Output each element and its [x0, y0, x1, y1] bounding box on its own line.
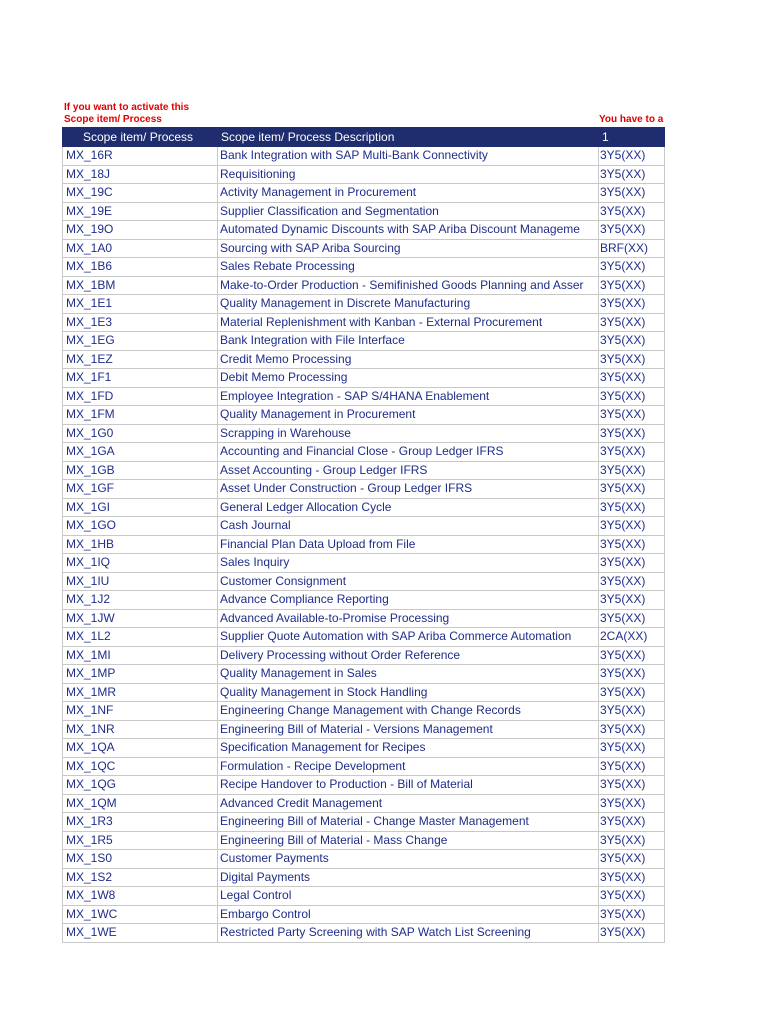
header-scope-item[interactable]: Scope item/ Process: [63, 128, 218, 147]
table-row[interactable]: [63, 350, 665, 369]
table-row[interactable]: [63, 683, 665, 702]
table-row[interactable]: [63, 665, 665, 684]
table-row[interactable]: [63, 572, 665, 591]
prerequisite-cell[interactable]: 3Y5(XX): [599, 369, 665, 388]
table-row[interactable]: [63, 406, 665, 425]
scope-item-code-cell[interactable]: MX_1MP: [63, 665, 218, 684]
activation-note-line-1: If you want to activate this: [64, 102, 190, 113]
scope-item-code-cell[interactable]: MX_1NF: [63, 702, 218, 721]
prerequisite-cell[interactable]: 3Y5(XX): [599, 646, 665, 665]
table-row[interactable]: [63, 720, 665, 739]
scope-item-code-cell[interactable]: MX_1E1: [63, 295, 218, 314]
prerequisite-cell[interactable]: 3Y5(XX): [599, 813, 665, 832]
prerequisite-cell[interactable]: 3Y5(XX): [599, 868, 665, 887]
scope-item-code-cell[interactable]: MX_1R3: [63, 813, 218, 832]
scope-item-description-cell[interactable]: Quality Management in Procurement: [218, 406, 599, 425]
scope-item-description-cell[interactable]: Asset Accounting - Group Ledger IFRS: [218, 461, 599, 480]
scope-item-description-cell[interactable]: Advanced Available-to-Promise Processing: [218, 609, 599, 628]
scope-item-description-cell[interactable]: Debit Memo Processing: [218, 369, 599, 388]
table-row[interactable]: [63, 498, 665, 517]
table-row[interactable]: [63, 757, 665, 776]
prerequisite-cell[interactable]: 3Y5(XX): [599, 776, 665, 795]
table-row[interactable]: [63, 554, 665, 573]
table-row[interactable]: [63, 424, 665, 443]
scope-item-description-cell[interactable]: Requisitioning: [218, 165, 599, 184]
scope-item-code-cell[interactable]: MX_1J2: [63, 591, 218, 610]
table-row[interactable]: [63, 276, 665, 295]
prerequisite-cell[interactable]: 3Y5(XX): [599, 165, 665, 184]
scope-item-description-cell[interactable]: Engineering Bill of Material - Mass Change: [218, 831, 599, 850]
table-header-row: [63, 128, 665, 147]
prerequisite-cell[interactable]: 3Y5(XX): [599, 406, 665, 425]
scope-item-code-cell[interactable]: MX_1B6: [63, 258, 218, 277]
prerequisite-cell[interactable]: 3Y5(XX): [599, 757, 665, 776]
table-row[interactable]: [63, 313, 665, 332]
prerequisite-cell[interactable]: 3Y5(XX): [599, 905, 665, 924]
scope-item-code-cell[interactable]: MX_19C: [63, 184, 218, 203]
table-row[interactable]: [63, 609, 665, 628]
scope-item-description-cell[interactable]: Formulation - Recipe Development: [218, 757, 599, 776]
scope-item-code-cell[interactable]: MX_1F1: [63, 369, 218, 388]
prerequisite-cell[interactable]: 3Y5(XX): [599, 554, 665, 573]
prerequisite-cell[interactable]: 3Y5(XX): [599, 683, 665, 702]
scope-item-description-cell[interactable]: Quality Management in Sales: [218, 665, 599, 684]
scope-item-description-cell[interactable]: Specification Management for Recipes: [218, 739, 599, 758]
scope-item-code-cell[interactable]: MX_1QM: [63, 794, 218, 813]
prerequisite-cell[interactable]: 3Y5(XX): [599, 591, 665, 610]
scope-item-code-cell[interactable]: MX_16R: [63, 147, 218, 166]
prerequisite-cell[interactable]: 3Y5(XX): [599, 609, 665, 628]
scope-item-description-cell[interactable]: Embargo Control: [218, 905, 599, 924]
prerequisite-cell[interactable]: 3Y5(XX): [599, 572, 665, 591]
prerequisite-cell[interactable]: 3Y5(XX): [599, 850, 665, 869]
table-row[interactable]: [63, 794, 665, 813]
scope-item-code-cell[interactable]: MX_1EG: [63, 332, 218, 351]
prerequisite-cell[interactable]: 3Y5(XX): [599, 535, 665, 554]
scope-item-code-cell[interactable]: MX_1QA: [63, 739, 218, 758]
prerequisite-cell[interactable]: 3Y5(XX): [599, 202, 665, 221]
scope-item-code-cell[interactable]: MX_1WC: [63, 905, 218, 924]
scope-item-code-cell[interactable]: MX_1GF: [63, 480, 218, 499]
scope-item-code-cell[interactable]: MX_1A0: [63, 239, 218, 258]
scope-item-description-cell[interactable]: General Ledger Allocation Cycle: [218, 498, 599, 517]
scope-item-description-cell[interactable]: Asset Under Construction - Group Ledger IFRS: [218, 480, 599, 499]
table-row[interactable]: [63, 868, 665, 887]
table-row[interactable]: [63, 887, 665, 906]
scope-item-description-cell[interactable]: Restricted Party Screening with SAP Watch List Screening: [218, 924, 599, 943]
table-row[interactable]: [63, 295, 665, 314]
prerequisite-cell[interactable]: 3Y5(XX): [599, 887, 665, 906]
header-prerequisite[interactable]: 1: [599, 128, 665, 147]
scope-item-description-cell[interactable]: Bank Integration with SAP Multi-Bank Connectivity: [218, 147, 599, 166]
prerequisite-cell[interactable]: 3Y5(XX): [599, 461, 665, 480]
table-row[interactable]: [63, 850, 665, 869]
table-row[interactable]: [63, 184, 665, 203]
scope-item-description-cell[interactable]: Sales Rebate Processing: [218, 258, 599, 277]
prerequisite-cell[interactable]: 3Y5(XX): [599, 443, 665, 462]
scope-item-code-cell[interactable]: MX_1WE: [63, 924, 218, 943]
scope-item-description-cell[interactable]: Employee Integration - SAP S/4HANA Enablement: [218, 387, 599, 406]
prerequisite-cell[interactable]: 3Y5(XX): [599, 665, 665, 684]
scope-item-code-cell[interactable]: MX_1BM: [63, 276, 218, 295]
prerequisite-cell[interactable]: 3Y5(XX): [599, 720, 665, 739]
table-row[interactable]: [63, 147, 665, 166]
scope-item-code-cell[interactable]: MX_1MR: [63, 683, 218, 702]
scope-item-description-cell[interactable]: Digital Payments: [218, 868, 599, 887]
table-row[interactable]: [63, 387, 665, 406]
scope-item-code-cell[interactable]: MX_1FM: [63, 406, 218, 425]
scope-item-code-cell[interactable]: MX_1JW: [63, 609, 218, 628]
scope-item-description-cell[interactable]: Financial Plan Data Upload from File: [218, 535, 599, 554]
scope-item-code-cell[interactable]: MX_1QC: [63, 757, 218, 776]
table-row[interactable]: [63, 702, 665, 721]
scope-item-description-cell[interactable]: Sales Inquiry: [218, 554, 599, 573]
activation-note-line-2: Scope item/ Process: [64, 114, 162, 125]
prerequisite-cell[interactable]: 3Y5(XX): [599, 147, 665, 166]
scope-item-description-cell[interactable]: Delivery Processing without Order Reference: [218, 646, 599, 665]
scope-item-description-cell[interactable]: Material Replenishment with Kanban - External Procurement: [218, 313, 599, 332]
scope-item-description-cell[interactable]: Legal Control: [218, 887, 599, 906]
prerequisite-cell[interactable]: 3Y5(XX): [599, 517, 665, 536]
scope-item-description-cell[interactable]: Supplier Quote Automation with SAP Ariba Commerce Automation: [218, 628, 599, 647]
table-row[interactable]: [63, 517, 665, 536]
scope-item-code-cell[interactable]: MX_19E: [63, 202, 218, 221]
scope-item-code-cell[interactable]: MX_1EZ: [63, 350, 218, 369]
scope-item-description-cell[interactable]: Accounting and Financial Close - Group Ledger IFRS: [218, 443, 599, 462]
table-row[interactable]: [63, 461, 665, 480]
table-row[interactable]: [63, 776, 665, 795]
prerequisite-cell[interactable]: 3Y5(XX): [599, 702, 665, 721]
prerequisite-cell[interactable]: 3Y5(XX): [599, 276, 665, 295]
scope-item-description-cell[interactable]: Engineering Bill of Material - Change Master Management: [218, 813, 599, 832]
scope-item-code-cell[interactable]: MX_1IU: [63, 572, 218, 591]
activation-note: [64, 102, 189, 126]
scope-item-code-cell[interactable]: MX_1L2: [63, 628, 218, 647]
scope-item-description-cell[interactable]: Engineering Change Management with Change Records: [218, 702, 599, 721]
requirement-note: You have to a: [599, 114, 664, 125]
prerequisite-cell[interactable]: 3Y5(XX): [599, 794, 665, 813]
table-row[interactable]: [63, 202, 665, 221]
scope-item-code-cell[interactable]: MX_1GA: [63, 443, 218, 462]
table-row[interactable]: [63, 591, 665, 610]
scope-item-code-cell[interactable]: MX_1MI: [63, 646, 218, 665]
scope-item-code-cell[interactable]: MX_1W8: [63, 887, 218, 906]
scope-item-description-cell[interactable]: Advance Compliance Reporting: [218, 591, 599, 610]
prerequisite-cell[interactable]: 2CA(XX): [599, 628, 665, 647]
scope-item-code-cell[interactable]: MX_1R5: [63, 831, 218, 850]
header-description[interactable]: Scope item/ Process Description: [218, 128, 599, 147]
prerequisite-cell[interactable]: 3Y5(XX): [599, 184, 665, 203]
scope-item-description-cell[interactable]: Scrapping in Warehouse: [218, 424, 599, 443]
scope-item-code-cell[interactable]: MX_1E3: [63, 313, 218, 332]
prerequisite-cell[interactable]: 3Y5(XX): [599, 332, 665, 351]
scope-item-code-cell[interactable]: MX_1NR: [63, 720, 218, 739]
scope-item-description-cell[interactable]: Cash Journal: [218, 517, 599, 536]
table-row[interactable]: [63, 924, 665, 943]
scope-item-description-cell[interactable]: Activity Management in Procurement: [218, 184, 599, 203]
scope-item-code-cell[interactable]: MX_18J: [63, 165, 218, 184]
prerequisite-cell[interactable]: 3Y5(XX): [599, 313, 665, 332]
scope-item-code-cell[interactable]: MX_1IQ: [63, 554, 218, 573]
scope-item-description-cell[interactable]: Sourcing with SAP Ariba Sourcing: [218, 239, 599, 258]
prerequisite-cell[interactable]: 3Y5(XX): [599, 739, 665, 758]
scope-item-description-cell[interactable]: Engineering Bill of Material - Versions Management: [218, 720, 599, 739]
table-row[interactable]: [63, 221, 665, 240]
scope-item-description-cell[interactable]: Customer Payments: [218, 850, 599, 869]
scope-item-code-cell[interactable]: MX_1GB: [63, 461, 218, 480]
prerequisite-cell[interactable]: 3Y5(XX): [599, 295, 665, 314]
scope-item-description-cell[interactable]: Quality Management in Stock Handling: [218, 683, 599, 702]
prerequisite-cell[interactable]: 3Y5(XX): [599, 258, 665, 277]
scope-item-description-cell[interactable]: Supplier Classification and Segmentation: [218, 202, 599, 221]
scope-item-code-cell[interactable]: MX_1QG: [63, 776, 218, 795]
scope-item-code-cell[interactable]: MX_1FD: [63, 387, 218, 406]
prerequisite-cell[interactable]: 3Y5(XX): [599, 831, 665, 850]
table-row[interactable]: [63, 258, 665, 277]
scope-item-description-cell[interactable]: Make-to-Order Production - Semifinished Goods Planning and Asser: [218, 276, 599, 295]
prerequisite-cell[interactable]: BRF(XX): [599, 239, 665, 258]
scope-item-description-cell[interactable]: Automated Dynamic Discounts with SAP Ariba Discount Manageme: [218, 221, 599, 240]
table-row[interactable]: [63, 369, 665, 388]
scope-item-description-cell[interactable]: Customer Consignment: [218, 572, 599, 591]
table-row[interactable]: [63, 905, 665, 924]
scope-item-code-cell[interactable]: MX_1GO: [63, 517, 218, 536]
table-row[interactable]: [63, 646, 665, 665]
table-row[interactable]: [63, 739, 665, 758]
scope-item-code-cell[interactable]: MX_1GI: [63, 498, 218, 517]
table-row[interactable]: [63, 535, 665, 554]
table-row[interactable]: [63, 628, 665, 647]
prerequisite-cell[interactable]: 3Y5(XX): [599, 387, 665, 406]
scope-item-code-cell[interactable]: MX_1S0: [63, 850, 218, 869]
prerequisite-cell[interactable]: 3Y5(XX): [599, 498, 665, 517]
prerequisite-cell[interactable]: 3Y5(XX): [599, 350, 665, 369]
prerequisite-cell[interactable]: 3Y5(XX): [599, 221, 665, 240]
scope-item-description-cell[interactable]: Advanced Credit Management: [218, 794, 599, 813]
prerequisite-cell[interactable]: 3Y5(XX): [599, 924, 665, 943]
scope-item-description-cell[interactable]: Recipe Handover to Production - Bill of Material: [218, 776, 599, 795]
table-row[interactable]: [63, 239, 665, 258]
table-row[interactable]: [63, 165, 665, 184]
scope-item-code-cell[interactable]: MX_1G0: [63, 424, 218, 443]
table-row[interactable]: [63, 831, 665, 850]
scope-item-description-cell[interactable]: Bank Integration with File Interface: [218, 332, 599, 351]
scope-item-description-cell[interactable]: Credit Memo Processing: [218, 350, 599, 369]
table-row[interactable]: [63, 480, 665, 499]
table-row[interactable]: [63, 443, 665, 462]
prerequisite-cell[interactable]: 3Y5(XX): [599, 480, 665, 499]
scope-item-description-cell[interactable]: Quality Management in Discrete Manufacturing: [218, 295, 599, 314]
table-row[interactable]: [63, 813, 665, 832]
scope-item-table: [62, 127, 665, 943]
scope-item-code-cell[interactable]: MX_1S2: [63, 868, 218, 887]
scope-item-code-cell[interactable]: MX_19O: [63, 221, 218, 240]
table-row[interactable]: [63, 332, 665, 351]
prerequisite-cell[interactable]: 3Y5(XX): [599, 424, 665, 443]
scope-item-code-cell[interactable]: MX_1HB: [63, 535, 218, 554]
